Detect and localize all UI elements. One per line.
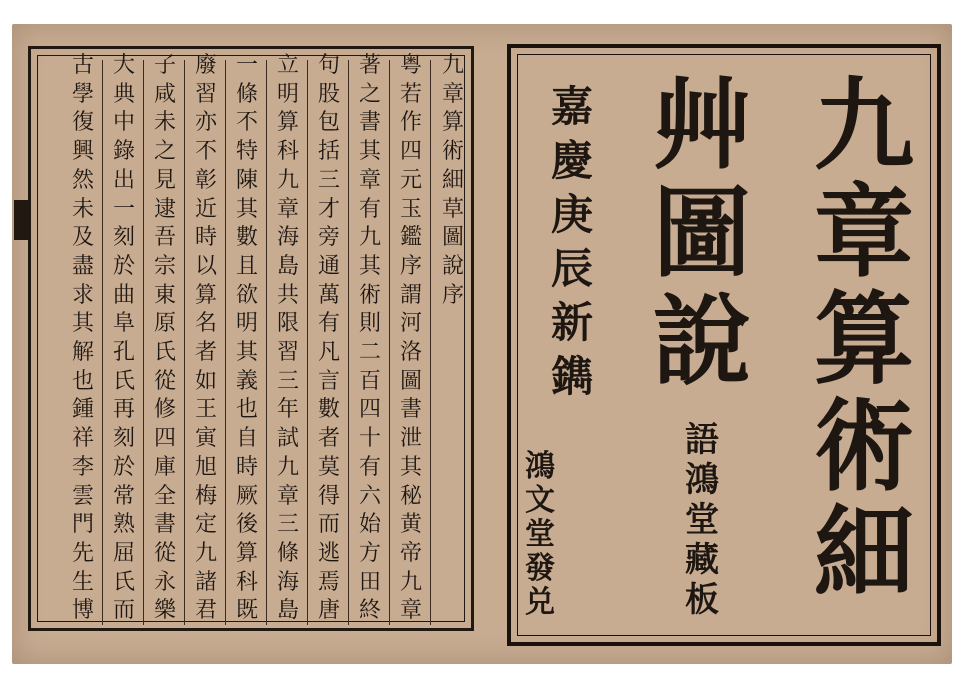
preface-column: 廢習亦不彰近時以算名者如王寅旭梅定九諸君 (194, 53, 217, 624)
column-rule (389, 60, 390, 625)
publisher-label: 鴻文堂發兑 (525, 450, 555, 620)
column-rule (266, 60, 267, 625)
column-rule (430, 60, 431, 625)
preface-column: 一條不特陳其數且欲明其義也自時厥後算科既 (235, 53, 258, 624)
main-title-column-2: 艸圖說 (652, 72, 751, 392)
page-edge-tab (14, 200, 28, 240)
column-rule (143, 60, 144, 625)
column-rule (348, 60, 349, 625)
preface-column: 立明算科九章海島共限習三年試九章三條海島 (276, 53, 299, 624)
preface-column: 著之書其章有九其術則二百四十有六始方田終 (358, 53, 381, 624)
column-rule (102, 60, 103, 625)
column-rule (225, 60, 226, 625)
preface-column: 句股包括三才旁通萬有凡言數者莫得而逃焉唐 (317, 53, 340, 624)
preface-column: 粤若作四元玉鑑序謂河洛圖書泄其秘黄帝九章 (399, 53, 422, 624)
column-rule (307, 60, 308, 625)
collection-label: 語鴻堂藏板 (685, 420, 719, 620)
preface-column: 子咸未之見逮吾宗東原氏從修四庫全書從永樂 (153, 53, 176, 624)
preface-column: 古學復興然未及盡求其解也鍾祥李雲門先生博 (71, 53, 94, 624)
preface-heading: 九章算術細草圖說序 (441, 53, 464, 308)
main-title-column-1: 九章算術細 (814, 72, 914, 612)
preface-column: 大典中錄出一刻於曲阜孔氏再刻於常熟屈氏而 (112, 53, 135, 624)
edition-label: 嘉慶庚辰新鐫 (550, 82, 593, 401)
column-rule (184, 60, 185, 625)
